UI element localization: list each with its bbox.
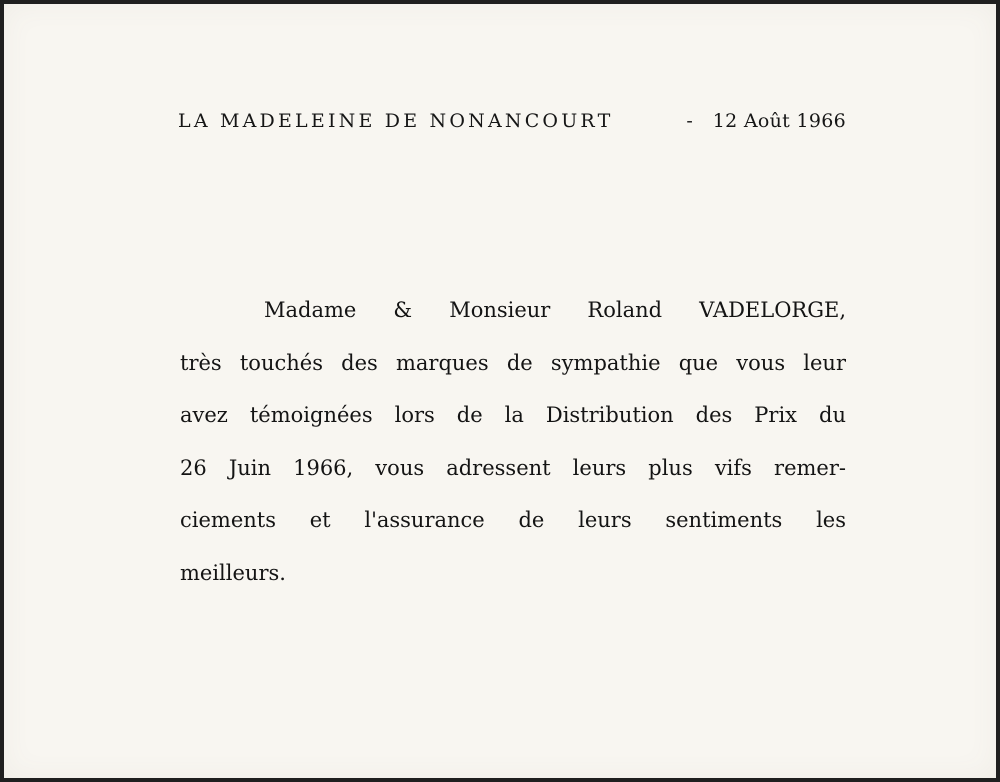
letter-line: avez témoignées lors de la Distribution des Prix du (180, 403, 846, 427)
heading-place: LA MADELEINE DE NONANCOURT (178, 110, 614, 132)
letter-line-salutation: Madame & Monsieur Roland VADELORGE, (264, 298, 846, 322)
heading-date-group (676, 110, 846, 132)
letter-line: ciements et l'assurance de leurs sentiments les (180, 508, 846, 532)
letter-line: très touchés des marques de sympathie que vous leur (180, 350, 846, 375)
letter-body (180, 284, 846, 599)
letter-line-closing: meilleurs. (180, 560, 286, 585)
card-heading (178, 110, 846, 132)
heading-separator: - (686, 110, 693, 132)
heading-date: 12 Août 1966 (712, 110, 846, 132)
thank-you-card (4, 4, 996, 778)
letter-line: 26 Juin 1966, vous adressent leurs plus vifs remer- (180, 455, 846, 480)
